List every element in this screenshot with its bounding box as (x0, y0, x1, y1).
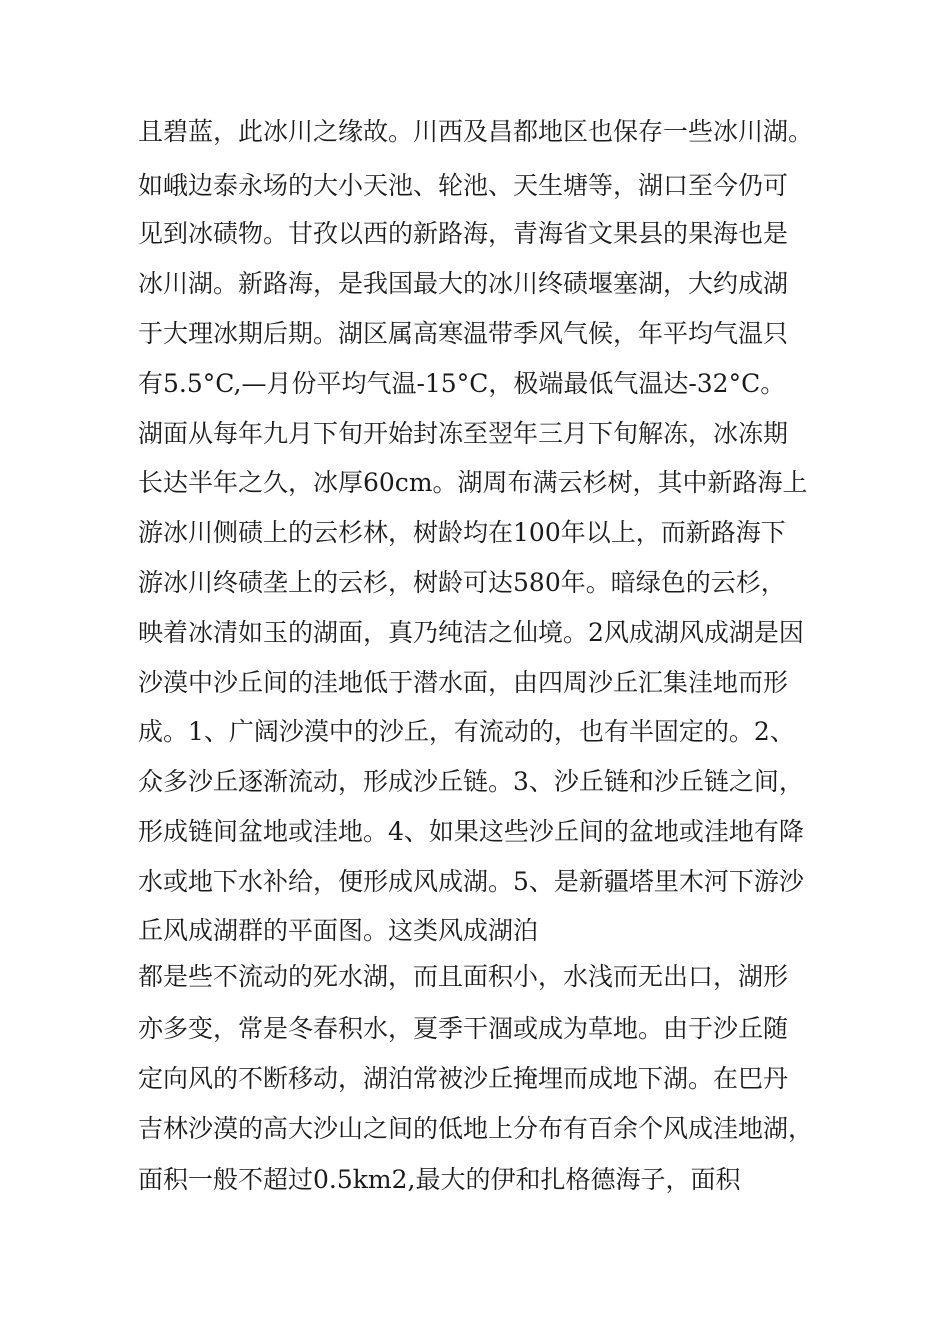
text-line: 冰川湖。新路海，是我国最大的冰川终碛堰塞湖，大约成湖 (138, 269, 789, 298)
text-line: 丘风成湖群的平面图。这类风成湖泊 (138, 916, 539, 945)
text-line: 长达半年之久，冰厚60cm。湖周布满云杉树，其中新路海上 (138, 468, 808, 497)
text-line: 于大理冰期后期。湖区属高寒温带季风气候，年平均气温只 (138, 319, 789, 348)
text-line: 水或地下水补给，便形成风成湖。5、是新疆塔里木河下游沙 (138, 867, 804, 896)
text-line: 众多沙丘逐渐流动，形成沙丘链。3、沙丘链和沙丘链之间， (138, 767, 804, 796)
text-line: 沙漠中沙丘间的洼地低于潜水面，由四周沙丘汇集洼地而形 (138, 668, 789, 697)
text-line: 如峨边泰永场的大小天池、轮池、天生塘等，湖口至今仍可 (138, 171, 789, 200)
text-line: 亦多变，常是冬春积水，夏季干涸或成为草地。由于沙丘随 (138, 1014, 789, 1043)
text-line: 映着冰清如玉的湖面，真乃纯洁之仙境。2风成湖风成湖是因 (138, 618, 804, 647)
text-line: 见到冰碛物。甘孜以西的新路海，青海省文果县的果海也是 (138, 219, 789, 248)
text-line: 且碧蓝，此冰川之缘故。川西及昌都地区也保存一些冰川湖。 (138, 117, 814, 146)
text-line: 吉林沙漠的高大沙山之间的低地上分布有百余个风成洼地湖， (138, 1114, 814, 1143)
text-line: 成。1、广阔沙漠中的沙丘，有流动的，也有半固定的。2、 (138, 717, 795, 746)
text-line: 游冰川终碛垄上的云杉，树龄可达580年。暗绿色的云杉， (138, 568, 786, 597)
text-line: 有5.5°C,—月份平均气温-15°C，极端最低气温达-32°C。 (138, 369, 786, 398)
text-line: 游冰川侧碛上的云杉林，树龄均在100年以上，而新路海下 (138, 518, 786, 547)
text-line: 形成链间盆地或洼地。4、如果这些沙丘间的盆地或洼地有降 (138, 817, 804, 846)
text-line: 湖面从每年九月下旬开始封冻至翌年三月下旬解冻，冰冻期 (138, 419, 789, 448)
text-line: 都是些不流动的死水湖，而且面积小，水浅而无出口，湖形 (138, 962, 789, 991)
text-line: 定向风的不断移动，湖泊常被沙丘掩埋而成地下湖。在巴丹 (138, 1064, 789, 1093)
text-line: 面积一般不超过0.5km2,最大的伊和扎格德海子，面积 (138, 1165, 741, 1194)
